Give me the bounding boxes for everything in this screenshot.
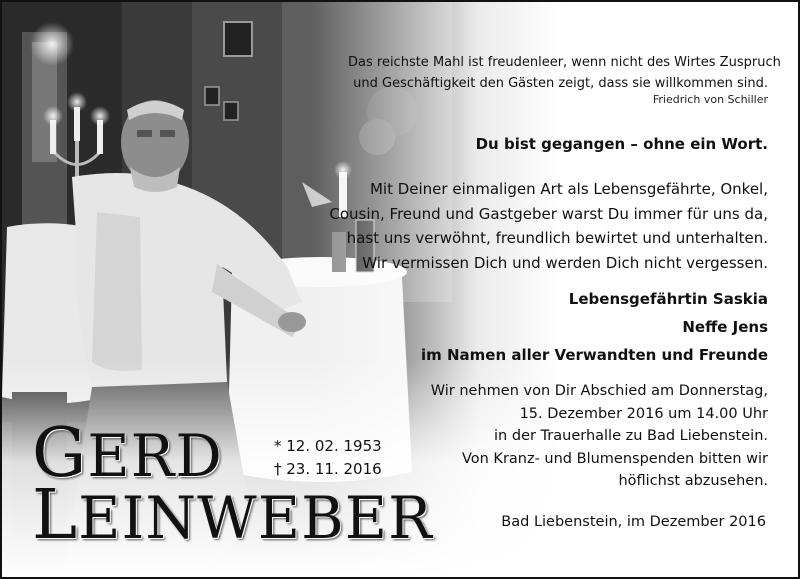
birth-date: * 12. 02. 1953 (274, 437, 382, 455)
tribute-line: hast uns verwöhnt, freundlich bewirtet und unterhalten. (346, 229, 768, 247)
quote-line: Das reichste Mahl ist freudenleer, wenn nicht des Wirtes Zuspruch (348, 55, 781, 70)
death-date: † 23. 11. 2016 (274, 460, 382, 478)
life-dates (274, 435, 382, 481)
last-name-rest: EINWEBER (78, 484, 433, 552)
signer-line: im Namen aller Verwandten und Freunde (420, 346, 768, 364)
deceased-last-name (32, 476, 433, 555)
last-name-initial: L (32, 476, 79, 555)
tribute-text (328, 177, 768, 275)
first-name-initial: G (32, 414, 88, 493)
funeral-line: Wir nehmen von Dir Abschied am Donnerstag, (430, 383, 768, 399)
tribute-line: Wir vermissen Dich und werden Dich nicht vergessen. (362, 253, 768, 272)
funeral-line: in der Trauerhalle zu Bad Liebenstein. (494, 428, 768, 444)
quote (348, 52, 781, 94)
signers (368, 285, 768, 369)
quote-line: und Geschäftigkeit den Gästen zeigt, dass sie willkommen sind. (353, 76, 768, 91)
funeral-line: höflichst abzusehen. (618, 473, 768, 489)
tribute-line: Cousin, Freund und Gastgeber warst Du immer für uns da, (329, 204, 768, 223)
quote-author: Friedrich von Schiller (652, 93, 768, 106)
place-date: Bad Liebenstein, im Dezember 2016 (501, 514, 766, 530)
funeral-line: 15. Dezember 2016 um 14.00 Uhr (519, 405, 768, 422)
funeral-line: Von Kranz- und Blumenspenden bitten wir (461, 450, 768, 467)
signer-line: Lebensgefährtin Saskia (568, 290, 768, 308)
tribute-line: Mit Deiner einmaligen Art als Lebensgefährte, Onkel, (369, 180, 768, 198)
signer-line: Neffe Jens (682, 318, 768, 336)
first-name-rest: ERD (87, 422, 223, 490)
heading: Du bist gegangen – ohne ein Wort. (475, 135, 768, 153)
